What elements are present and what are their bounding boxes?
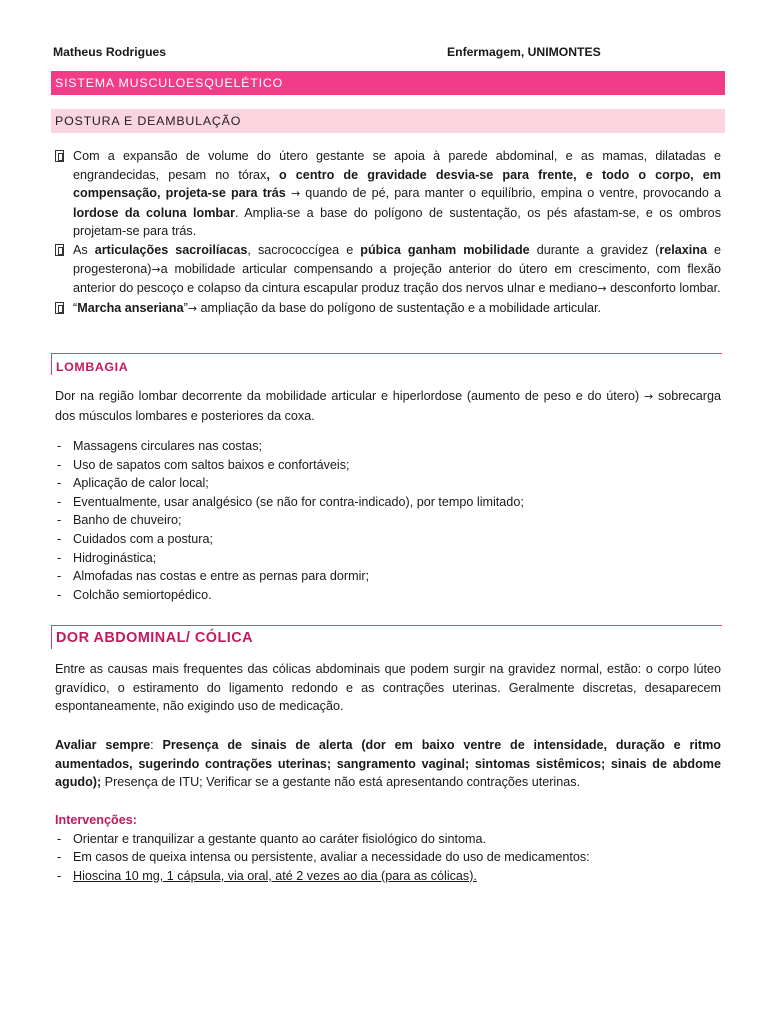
list-item: - Cuidados com a postura;: [55, 530, 721, 549]
bullet-item: As articulações sacroilíacas, sacrococcígea e púbica ganham mobilidade durante a gravidez (relaxina e progesterona)→a mobilidade articular compensando a projeção anterior do útero em crescimento, com flexão anterior do pescoço e colapso da cintura escapular produz tração dos nervos ulnar e mediano→ desconforto lombar.: [55, 241, 721, 299]
section-title-dor-abdominal: DOR ABDOMINAL/ CÓLICA: [56, 630, 254, 646]
author-name: Matheus Rodrigues: [53, 45, 167, 59]
list-item: - Hidroginástica;: [55, 549, 721, 568]
page-header: [53, 43, 728, 61]
postura-bullets: [55, 147, 721, 318]
lombagia-list: [55, 437, 721, 604]
hioscina-dosage: Hioscina 10 mg, 1 cápsula, via oral, até 2 vezes ao dia (para as cólicas).: [73, 868, 477, 883]
arrow-icon: →: [187, 301, 198, 315]
section-band-postura: [51, 109, 725, 133]
list-item: - Banho de chuveiro;: [55, 511, 721, 530]
section-title-lombagia: LOMBAGIA: [56, 360, 129, 374]
bullet-item: Com a expansão de volume do útero gestante se apoia à parede abdominal, e as mamas, dilatadas e engrandecidas, pesam no tórax, o centro de gravidade desvia-se para frente, e todo o corpo, em compensação, projeta-se para trás → quando de pé, para manter o equilíbrio, empina o ventre, provocando a lordose da coluna lombar. Amplia-se a base do polígono de sustentação, os pés afastam-se, e os ombros projetam-se para trás.: [55, 147, 721, 241]
list-item: - Almofadas nas costas e entre as pernas para dormir;: [55, 567, 721, 586]
dor-paragraph-1: Entre as causas mais frequentes das cólicas abdominais que podem surgir na gravidez normal, estão: o corpo lúteo gravídico, o estiramento do ligamento redondo e as contrações uterinas. Geralmente discretas, desaparecem espontaneamente, não exigindo uso de medicação.: [55, 662, 721, 714]
checkbox-bullet-icon: [55, 302, 64, 314]
system-band: [51, 71, 725, 95]
interventions-list: [55, 830, 721, 886]
list-item: - Em casos de queixa intensa ou persistente, avaliar a necessidade do uso de medicamentos:: [55, 848, 721, 867]
list-item: - Aplicação de calor local;: [55, 474, 721, 493]
list-item: - Massagens circulares nas costas;: [55, 437, 721, 456]
list-item: - Eventualmente, usar analgésico (se não for contra-indicado), por tempo limitado;: [55, 493, 721, 512]
bullet-item: “Marcha anseriana”→ ampliação da base do polígono de sustentação e a mobilidade articular.: [55, 299, 721, 319]
checkbox-bullet-icon: [55, 150, 64, 162]
course-name: Enfermagem, UNIMONTES: [447, 45, 601, 59]
arrow-icon: →: [290, 187, 301, 201]
list-item: [55, 867, 721, 886]
arrow-icon: →: [151, 262, 161, 276]
checkbox-bullet-icon: [55, 244, 64, 256]
list-item: - Uso de sapatos com saltos baixos e confortáveis;: [55, 456, 721, 475]
dor-paragraph-2: Avaliar sempre: Presença de sinais de alerta (dor em baixo ventre de intensidade, duração e ritmo aumentados, sugerindo contrações uterinas; sangramento vaginal; sintomas sistêmicos; sinais de abdome agudo); Presença de ITU; Verificar se a gestante não está apresentando contrações uterinas.: [55, 738, 721, 790]
list-item: - Orientar e tranquilizar a gestante quanto ao caráter fisiológico do sintoma.: [55, 830, 721, 849]
list-item: - Colchão semiortopédico.: [55, 586, 721, 605]
arrow-icon: →: [644, 390, 654, 403]
interventions-block: [55, 811, 721, 885]
system-title: SISTEMA MUSCULOESQUELÉTICO: [55, 76, 284, 90]
arrow-icon: →: [597, 282, 607, 296]
section-title-postura: POSTURA E DEAMBULAÇÃO: [55, 114, 242, 128]
interventions-label: Intervenções:: [55, 813, 137, 827]
section-heading-lombagia: [51, 353, 722, 375]
section-heading-dor-abdominal: [51, 625, 722, 649]
lombagia-intro: Dor na região lombar decorrente da mobilidade articular e hiperlordose (aumento de peso e do útero) → sobrecarga dos músculos lombares e posteriores da coxa.: [55, 389, 722, 423]
